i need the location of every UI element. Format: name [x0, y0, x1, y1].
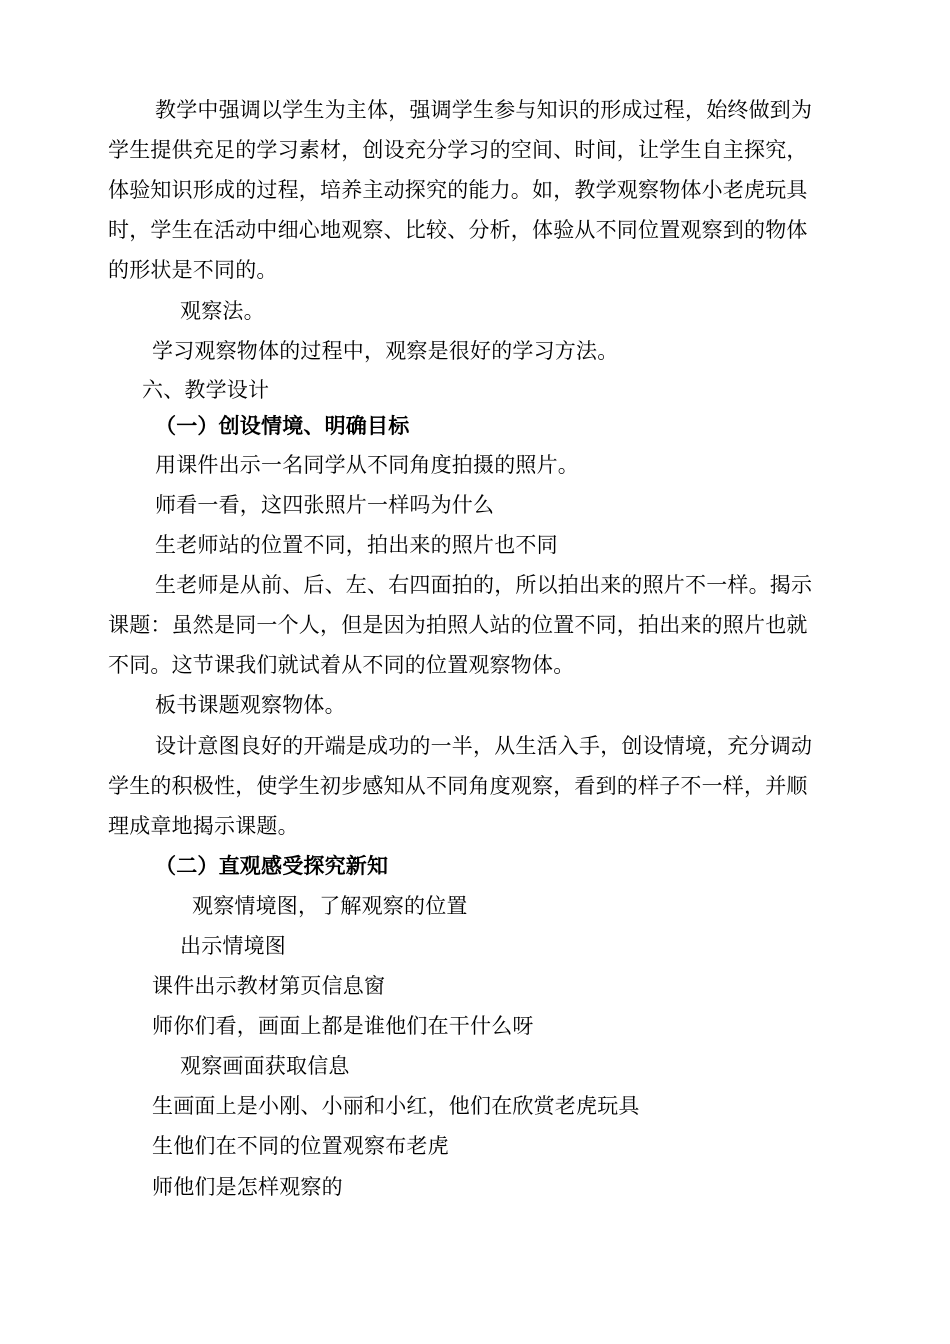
paragraph-1-line-2: 学生提供充足的学习素材，创设充分学习的空间、时间，让学生自主探究，: [108, 138, 808, 162]
subsection-1-heading: （一）创设情境、明确目标: [155, 414, 410, 438]
method-text: 学习观察物体的过程中，观察是很好的学习方法。: [152, 339, 619, 363]
board-title: 板书课题观察物体。: [155, 693, 346, 717]
design-intent-line-2: 学生的积极性，使学生初步感知从不同角度观察，看到的样子不一样，并顺: [108, 774, 808, 798]
paragraph-1-line-4: 时，学生在活动中细心地观察、比较、分析，体验从不同位置观察到的物体: [108, 218, 808, 242]
method-heading: 观察法。: [180, 299, 265, 323]
subsection-2-line-8: 师他们是怎样观察的: [152, 1175, 343, 1199]
design-intent-line-3: 理成章地揭示课题。: [108, 814, 299, 838]
paragraph-1-line-3: 体验知识形成的过程，培养主动探究的能力。如，教学观察物体小老虎玩具: [108, 178, 808, 202]
subsection-2-line-5: 观察画面获取信息: [180, 1054, 350, 1078]
subsection-1-line-1: 用课件出示一名同学从不同角度拍摄的照片。: [155, 453, 579, 477]
subsection-2-line-1: 观察情境图，了解观察的位置: [192, 894, 468, 918]
subsection-2-line-2: 出示情境图: [180, 934, 286, 958]
subsection-1-line-3: 生老师站的位置不同，拍出来的照片也不同: [155, 533, 558, 557]
paragraph-1-line-1: 教学中强调以学生为主体，强调学生参与知识的形成过程，始终做到为: [155, 98, 813, 122]
subsection-2-line-7: 生他们在不同的位置观察布老虎: [152, 1134, 449, 1158]
paragraph-2-line-2: 课题：虽然是同一个人，但是因为拍照人站的位置不同，拍出来的照片也就: [108, 613, 808, 637]
subsection-2-line-4: 师你们看，画面上都是谁他们在干什么呀: [152, 1014, 534, 1038]
paragraph-1-line-5: 的形状是不同的。: [108, 258, 278, 282]
design-intent-line-1: 设计意图良好的开端是成功的一半，从生活入手，创设情境，充分调动: [155, 734, 813, 758]
subsection-2-line-6: 生画面上是小刚、小丽和小红，他们在欣赏老虎玩具: [152, 1094, 640, 1118]
subsection-2-line-3: 课件出示教材第页信息窗: [152, 974, 386, 998]
subsection-2-heading: （二）直观感受探究新知: [155, 854, 389, 878]
paragraph-2-line-3: 不同。这节课我们就试着从不同的位置观察物体。: [108, 653, 575, 677]
paragraph-2-line-1: 生老师是从前、后、左、右四面拍的，所以拍出来的照片不一样。揭示: [155, 573, 813, 597]
subsection-1-line-2: 师看一看，这四张照片一样吗为什么: [155, 493, 495, 517]
section-6-heading: 六、教学设计: [142, 378, 270, 402]
